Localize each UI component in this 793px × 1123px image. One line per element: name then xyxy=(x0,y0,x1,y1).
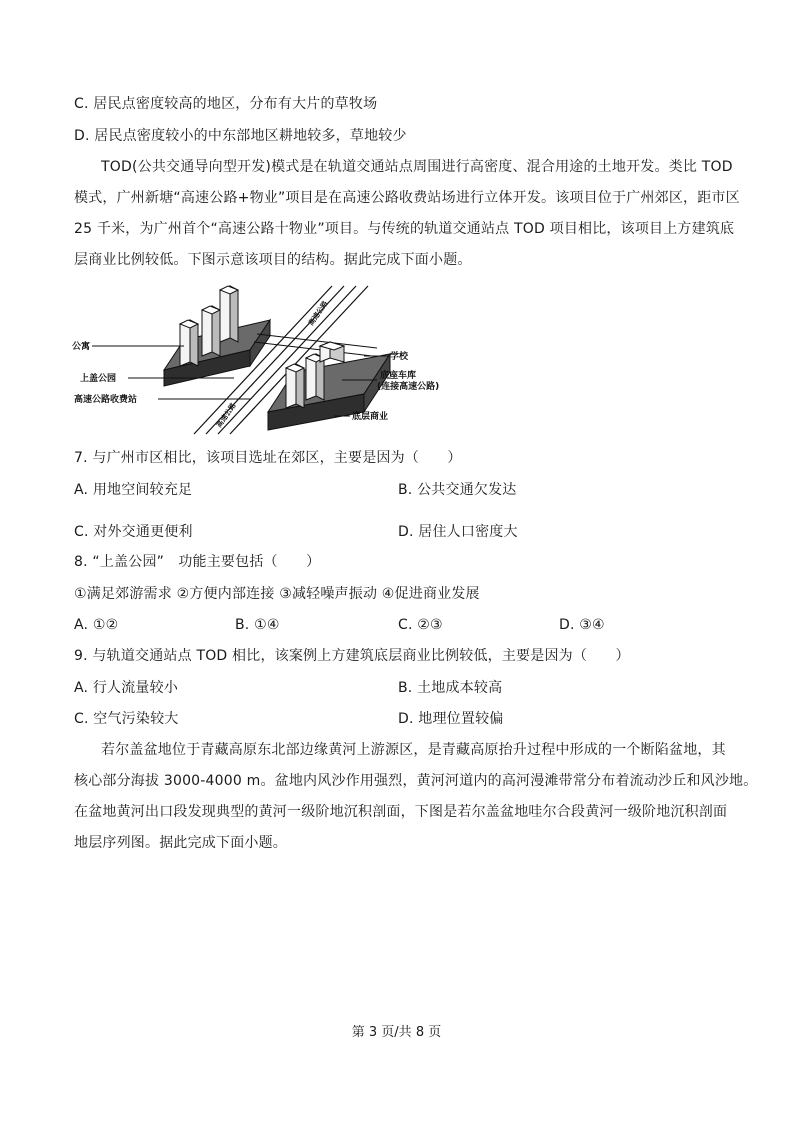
q7-option-c: C. 对外交通更便利 xyxy=(74,524,193,540)
label-rooftop-park: 上盖公园 xyxy=(80,374,117,384)
q6-option-c: C. 居民点密度较高的地区，分布有大片的草牧场 xyxy=(74,96,378,112)
q8-option-a: A. ①② xyxy=(74,617,119,633)
passage2-line4: 地层序列图。据此完成下面小题。 xyxy=(74,835,287,851)
q9-stem: 9. 与轨道交通站点 TOD 相比，该案例上方建筑底层商业比例较低，主要是因为（ ） xyxy=(74,648,630,664)
passage1-line1: TOD(公共交通导向型开发)模式是在轨道交通站点周围进行高密度、混合用途的土地开发。类比 TOD xyxy=(101,159,733,175)
q7-stem: 7. 与广州市区相比，该项目选址在郊区，主要是因为（ ） xyxy=(74,450,462,466)
label-apartment: 公寓 xyxy=(72,342,91,352)
label-garage-note: (连接高速公路) xyxy=(377,382,440,392)
project-structure-figure xyxy=(72,282,472,440)
label-highway-lower: 高速公路 xyxy=(215,401,238,430)
q9-option-a: A. 行人流量较小 xyxy=(74,680,179,696)
label-base-garage: 底座车库 xyxy=(380,371,417,381)
q7-option-b: B. 公共交通欠发达 xyxy=(398,482,517,498)
q8-option-c: C. ②③ xyxy=(398,617,443,633)
passage2-line3: 在盆地黄河出口段发现典型的黄河一级阶地沉积剖面，下图是若尔盖盆地哇尔合段黄河一级阶地沉积剖面 xyxy=(74,804,728,820)
passage1-line2: 模式，广州新塘“高速公路+物业”项目是在高速公路收费站场进行立体开发。该项目位于广州郊区，距市区 xyxy=(74,190,740,206)
q8-option-b: B. ①④ xyxy=(235,617,280,633)
q7-option-a: A. 用地空间较充足 xyxy=(74,482,193,498)
label-toll-station: 高速公路收费站 xyxy=(74,395,138,405)
passage1-line3: 25 千米，为广州首个“高速公路十物业”项目。与传统的轨道交通站点 TOD 项目相比，该项目上方建筑底 xyxy=(74,221,735,237)
q6-option-d: D. 居民点密度较小的中东部地区耕地较多，草地较少 xyxy=(74,128,407,144)
label-ground-commerce: 底层商业 xyxy=(352,412,389,422)
q9-option-c: C. 空气污染较大 xyxy=(74,711,179,727)
q9-option-b: B. 土地成本较高 xyxy=(398,680,503,696)
q8-option-d: D. ③④ xyxy=(559,617,605,633)
q8-items: ①满足郊游需求 ②方便内部连接 ③减轻噪声振动 ④促进商业发展 xyxy=(74,586,480,602)
q8-stem: 8. “上盖公园” 功能主要包括（ ） xyxy=(74,554,321,570)
q9-option-d: D. 地理位置较偏 xyxy=(398,711,504,727)
q7-option-d: D. 居住人口密度大 xyxy=(398,524,518,540)
passage1-line4: 层商业比例较低。下图示意该项目的结构。据此完成下面小题。 xyxy=(74,252,472,268)
passage2-line2: 核心部分海拔 3000-4000 m。盆地内风沙作用强烈，黄河河道内的高河漫滩带常分布着流动沙丘和风沙地。 xyxy=(74,773,758,789)
passage2-line1: 若尔盖盆地位于青藏高原东北部边缘黄河上游源区，是青藏高原抬升过程中形成的一个断陷盆地，其 xyxy=(101,742,726,758)
label-school: 学校 xyxy=(390,352,409,362)
page-footer: 第 3 页/共 8 页 xyxy=(351,1025,442,1040)
label-highway-upper: 高速公路 xyxy=(307,299,330,328)
